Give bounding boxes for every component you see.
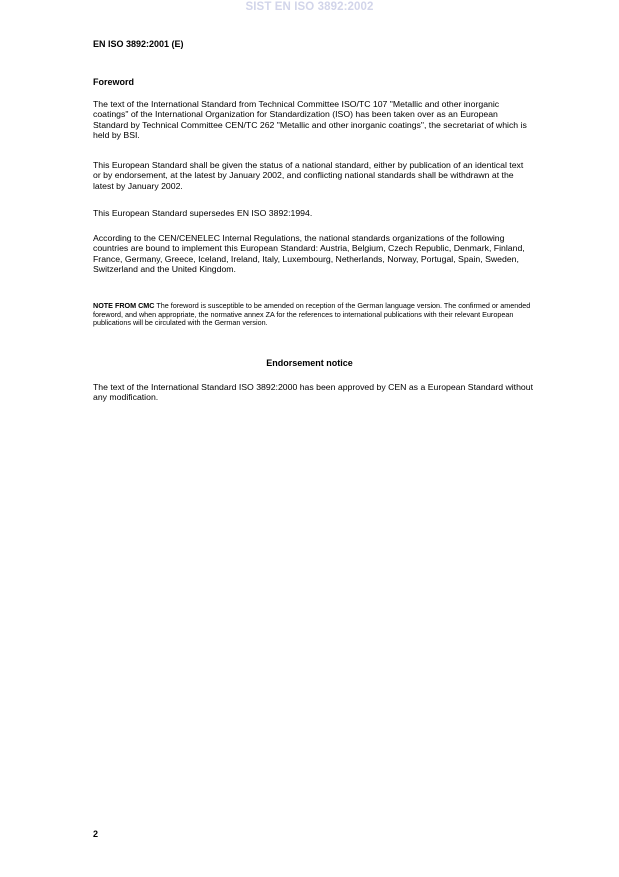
endorsement-text: The text of the International Standard ISO 3892:2000 has been approved by CEN as a European Standard without any modification.: [93, 382, 533, 403]
note-from-cmc: [93, 302, 533, 328]
page-number: 2: [93, 829, 99, 839]
foreword-paragraph-3: This European Standard supersedes EN ISO 3892:1994.: [93, 208, 313, 218]
foreword-paragraph-4: According to the CEN/CENELEC Internal Regulations, the national standards organizations of the following countries are bound to implement this European Standard: Austria, Belgium, Czech Republic, Denmark, Finland, France, Germany, Greece, Iceland, Ireland, Italy, Luxembourg, Netherlands, Norway, Portugal, Spain, Sweden, Switzerland and the United Kingdom.: [93, 233, 525, 274]
document-id: EN ISO 3892:2001 (E): [93, 39, 184, 49]
note-label: NOTE FROM CMC: [93, 301, 155, 310]
foreword-paragraph-2: This European Standard shall be given the status of a national standard, either by publication of an identical text or by endorsement, at the latest by January 2002, and conflicting national standards shall be withdrawn at the latest by January 2002.: [93, 160, 524, 191]
foreword-paragraph-1: The text of the International Standard from Technical Committee ISO/TC 107 "Metallic and other inorganic coatings" of the International Organization for Standardization (ISO) has been taken over as an European Standard by Technical Committee CEN/TC 262 "Metallic and other inorganic coatings", the secretariat of which is held by BSI.: [93, 99, 527, 140]
endorsement-heading: Endorsement notice: [266, 358, 353, 368]
note-text: The foreword is susceptible to be amended on reception of the German language version. The confirmed or amended foreword, and when appropriate, the normative annex ZA for the references to international publications with their relevant European publications will be circulated with the German version.: [93, 301, 531, 328]
watermark: SIST EN ISO 3892:2002: [245, 1, 374, 13]
foreword-heading: Foreword: [93, 77, 135, 87]
